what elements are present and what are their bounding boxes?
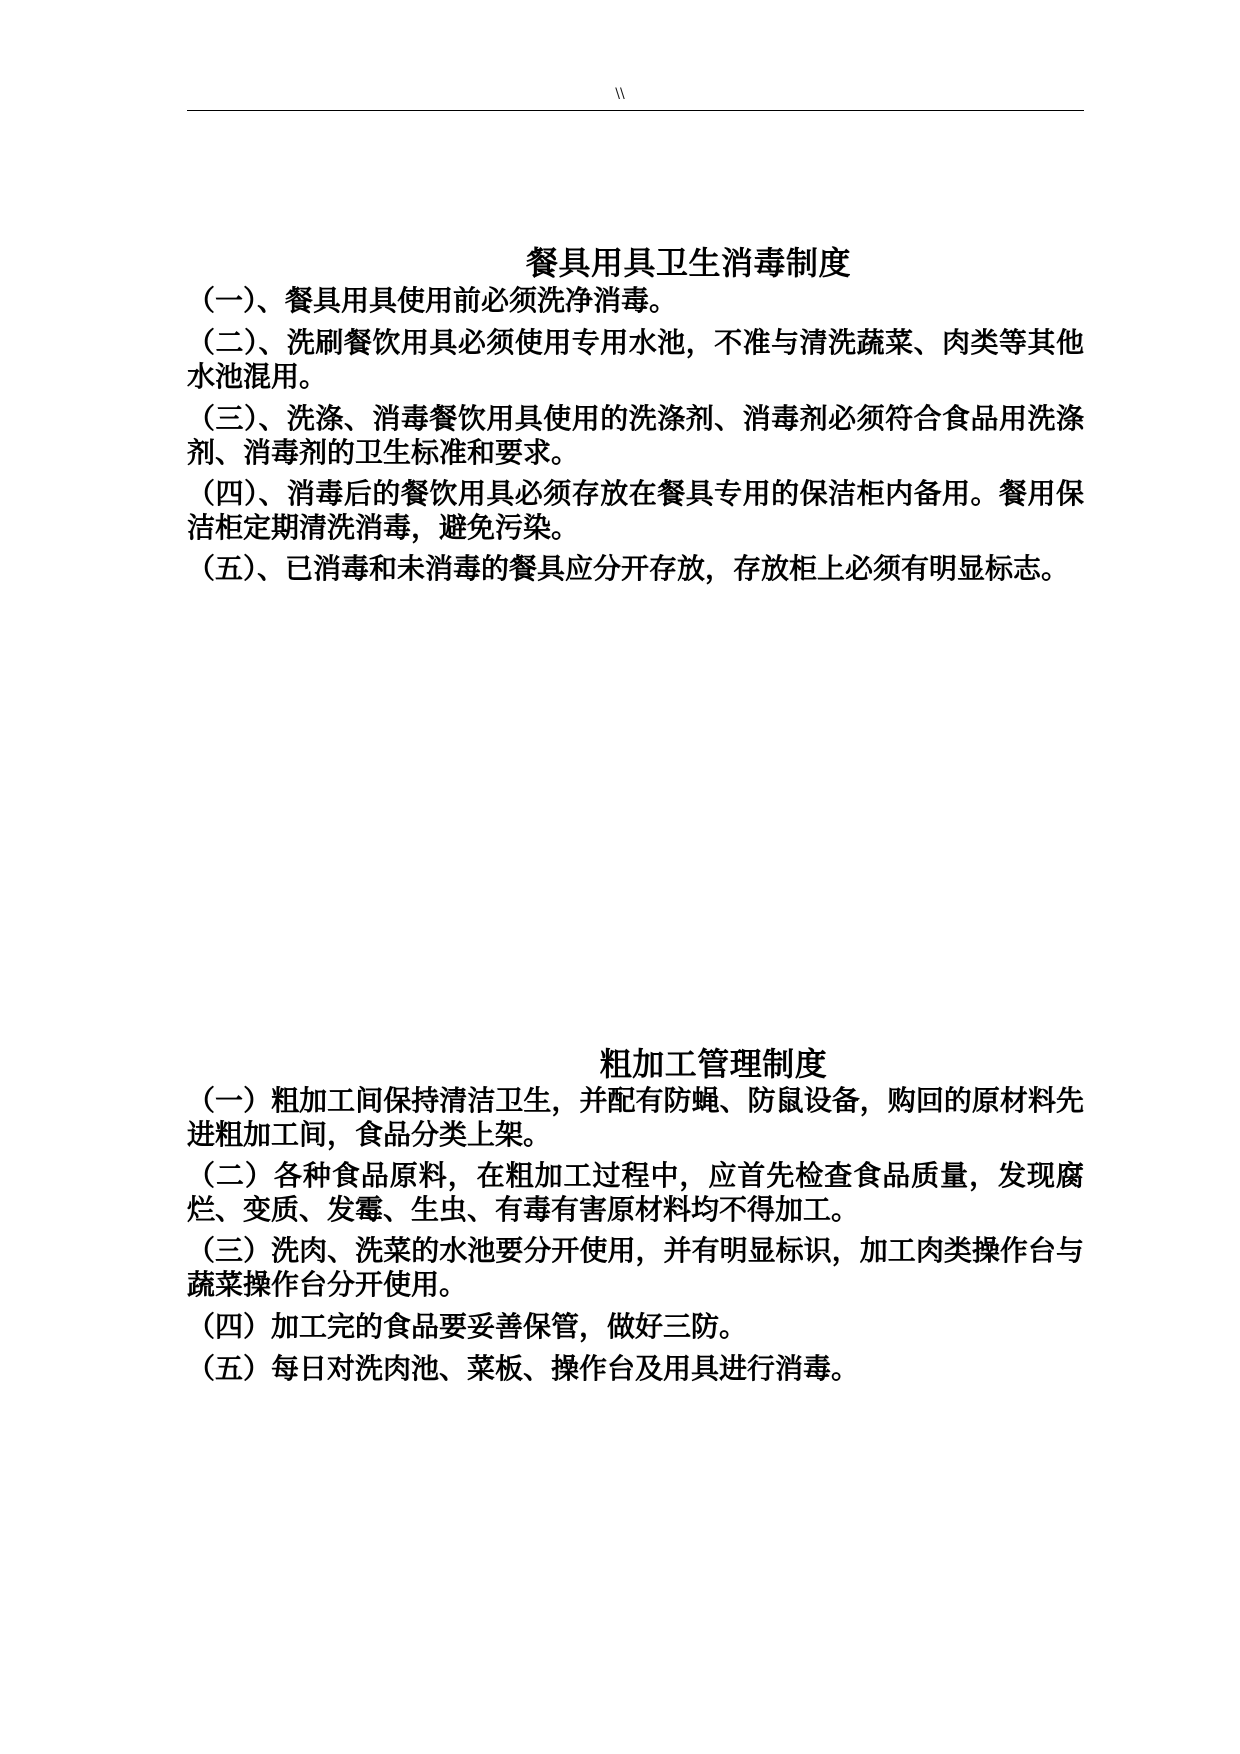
- clause-item: （三）洗肉、洗菜的水池要分开使用，并有明显标识，加工肉类操作台与蔬菜操作台分开使用。: [187, 1234, 1084, 1301]
- clause-item: （三）、洗涤、消毒餐饮用具使用的洗涤剂、消毒剂必须符合食品用洗涤剂、消毒剂的卫生标准和要求。: [187, 402, 1084, 469]
- header-divider: [187, 110, 1084, 111]
- page-header-mark: \\: [615, 86, 625, 102]
- clause-item: （一）、餐具用具使用前必须洗净消毒。: [187, 284, 678, 317]
- clause-item: （四）、消毒后的餐饮用具必须存放在餐具专用的保洁柜内备用。餐用保洁柜定期清洗消毒，避免污染。: [187, 477, 1084, 544]
- section-title-rough-processing: 粗加工管理制度: [599, 1045, 828, 1084]
- clause-item: （五）每日对洗肉池、菜板、操作台及用具进行消毒。: [187, 1352, 860, 1385]
- section-title-tableware-disinfection: 餐具用具卫生消毒制度: [525, 244, 851, 283]
- clause-item: （四）加工完的食品要妥善保管，做好三防。: [187, 1310, 748, 1343]
- clause-item: （五）、已消毒和未消毒的餐具应分开存放，存放柜上必须有明显标志。: [187, 552, 1070, 585]
- clause-item: （一）粗加工间保持清洁卫生，并配有防蝇、防鼠设备，购回的原材料先进粗加工间，食品分类上架。: [187, 1084, 1084, 1151]
- clause-item: （二）、洗刷餐饮用具必须使用专用水池，不准与清洗蔬菜、肉类等其他水池混用。: [187, 326, 1084, 393]
- clause-item: （二）各种食品原料，在粗加工过程中，应首先检查食品质量，发现腐烂、变质、发霉、生虫、有毒有害原材料均不得加工。: [187, 1159, 1084, 1226]
